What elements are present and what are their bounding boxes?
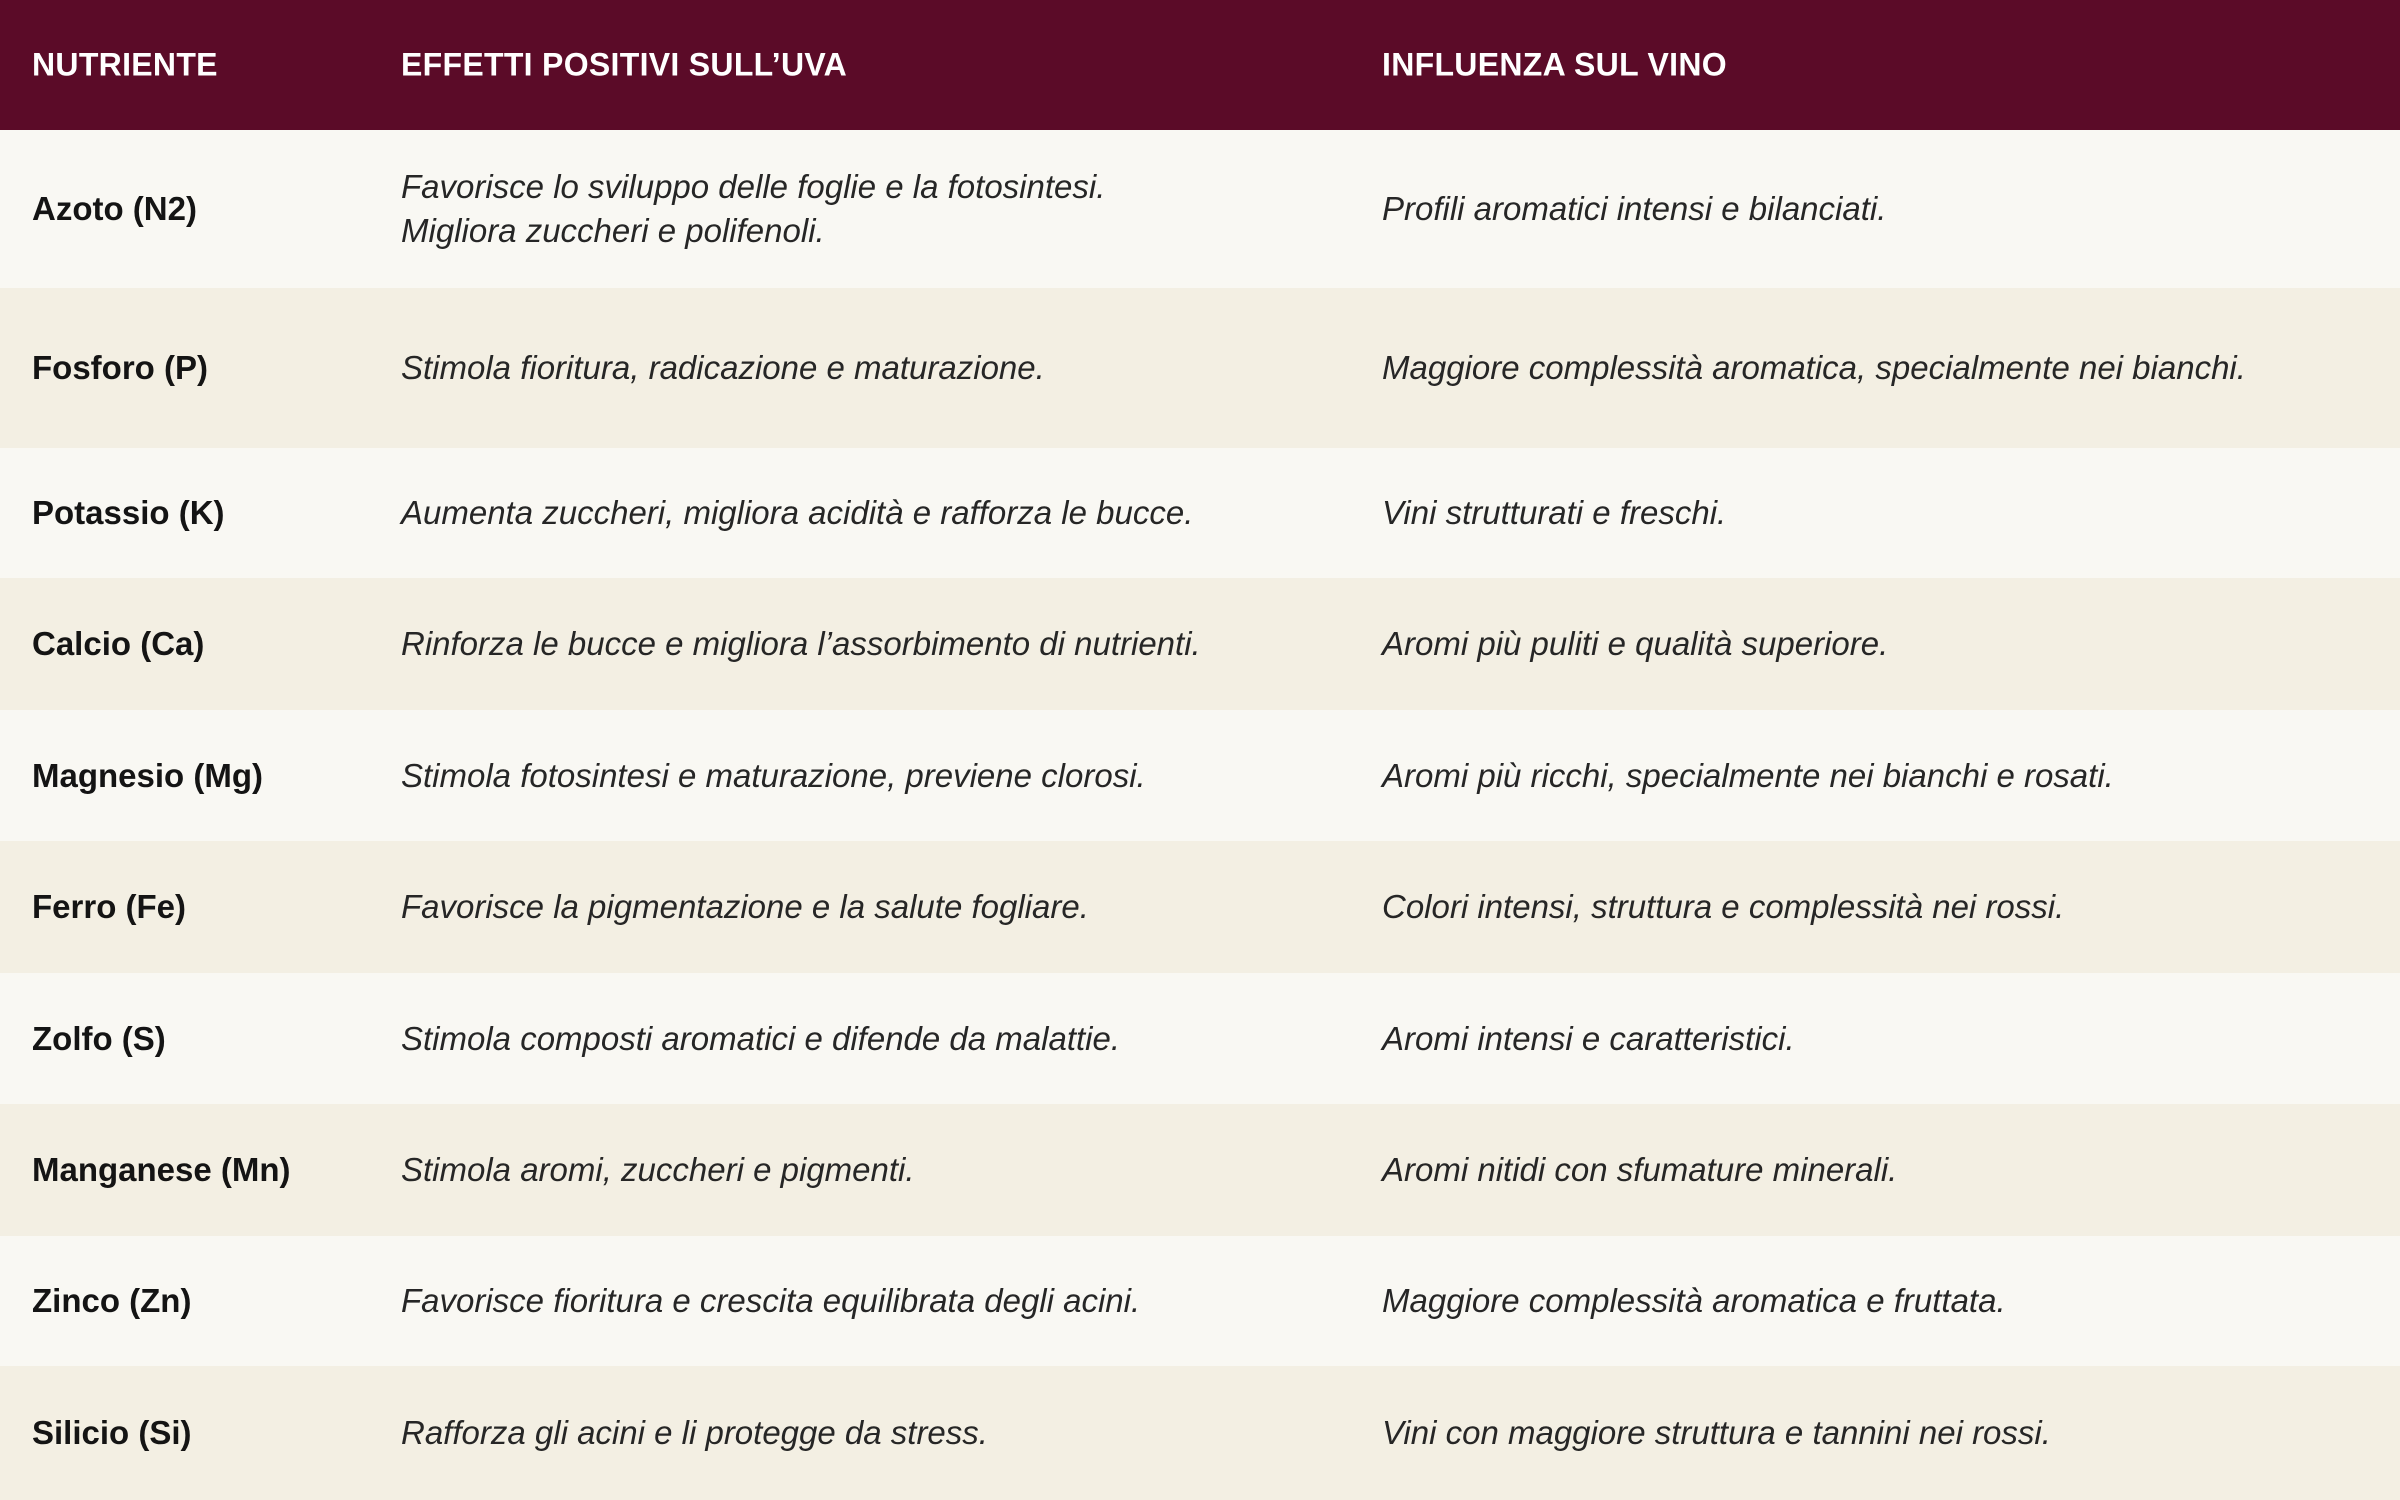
influence-text: Vini strutturati e freschi. <box>1382 494 1727 531</box>
influence-text: Aromi più ricchi, specialmente nei bianchi e rosati. <box>1382 756 2114 794</box>
table-row <box>0 1236 2400 1366</box>
influence-text: Vini con maggiore struttura e tannini nei rossi. <box>1382 1414 2051 1451</box>
table-header <box>0 0 2400 130</box>
table-row <box>0 1104 2400 1236</box>
table-row <box>0 710 2400 841</box>
influence-text: Maggiore complessità aromatica, specialmente nei bianchi. <box>1382 349 2246 386</box>
nutrient-name: Potassio (K) <box>32 494 225 531</box>
effect-line: Migliora zuccheri e polifenoli. <box>401 212 825 249</box>
influence-text: Maggiore complessità aromatica e fruttata. <box>1382 1282 2006 1319</box>
influence-text: Aromi nitidi con sfumature minerali. <box>1382 1151 1898 1188</box>
nutrient-name: Ferro (Fe) <box>32 888 187 925</box>
nutrient-name: Fosforo (P) <box>32 349 208 386</box>
effect-line: Favorisce lo sviluppo delle foglie e la fotosintesi. <box>401 168 1106 205</box>
nutrient-name: Azoto (N2) <box>32 190 197 227</box>
effect-text: Aumenta zuccheri, migliora acidità e rafforza le bucce. <box>401 494 1194 531</box>
influence-text: Aromi più puliti e qualità superiore. <box>1382 625 1889 662</box>
nutrient-name: Calcio (Ca) <box>32 625 205 662</box>
influence-text: Aromi intensi e caratteristici. <box>1382 1019 1795 1057</box>
header-effects: EFFETTI POSITIVI SULL’UVA <box>401 46 848 83</box>
effect-text: Rinforza le bucce e migliora l’assorbimento di nutrienti. <box>401 625 1201 662</box>
nutrient-name: Manganese (Mn) <box>32 1151 291 1188</box>
table-row <box>0 841 2400 973</box>
nutrient-name: Zolfo (S) <box>32 1019 166 1057</box>
table-row <box>0 1366 2400 1500</box>
table-row <box>0 578 2400 710</box>
effect-text: Favorisce la pigmentazione e la salute fogliare. <box>401 888 1089 925</box>
header-nutrient: NUTRIENTE <box>32 46 218 83</box>
nutrient-name: Silicio (Si) <box>32 1414 192 1451</box>
effect-text: Stimola fotosintesi e maturazione, previene clorosi. <box>401 756 1146 794</box>
header-influence: INFLUENZA SUL VINO <box>1382 46 1727 83</box>
effect-text: Stimola aromi, zuccheri e pigmenti. <box>401 1151 915 1188</box>
effect-text: Stimola composti aromatici e difende da malattie. <box>401 1019 1121 1057</box>
effect-text: Stimola fioritura, radicazione e maturazione. <box>401 349 1045 386</box>
table-row <box>0 130 2400 288</box>
table-row <box>0 288 2400 448</box>
table-row <box>0 448 2400 578</box>
effect-text: Rafforza gli acini e li protegge da stress. <box>401 1414 988 1451</box>
influence-text: Profili aromatici intensi e bilanciati. <box>1382 190 1887 227</box>
influence-text: Colori intensi, struttura e complessità nei rossi. <box>1382 888 2065 925</box>
table-row <box>0 973 2400 1104</box>
nutrient-name: Zinco (Zn) <box>32 1282 192 1319</box>
effect-text <box>401 165 1105 253</box>
effect-text: Favorisce fioritura e crescita equilibrata degli acini. <box>401 1282 1141 1319</box>
nutrient-name: Magnesio (Mg) <box>32 756 263 794</box>
